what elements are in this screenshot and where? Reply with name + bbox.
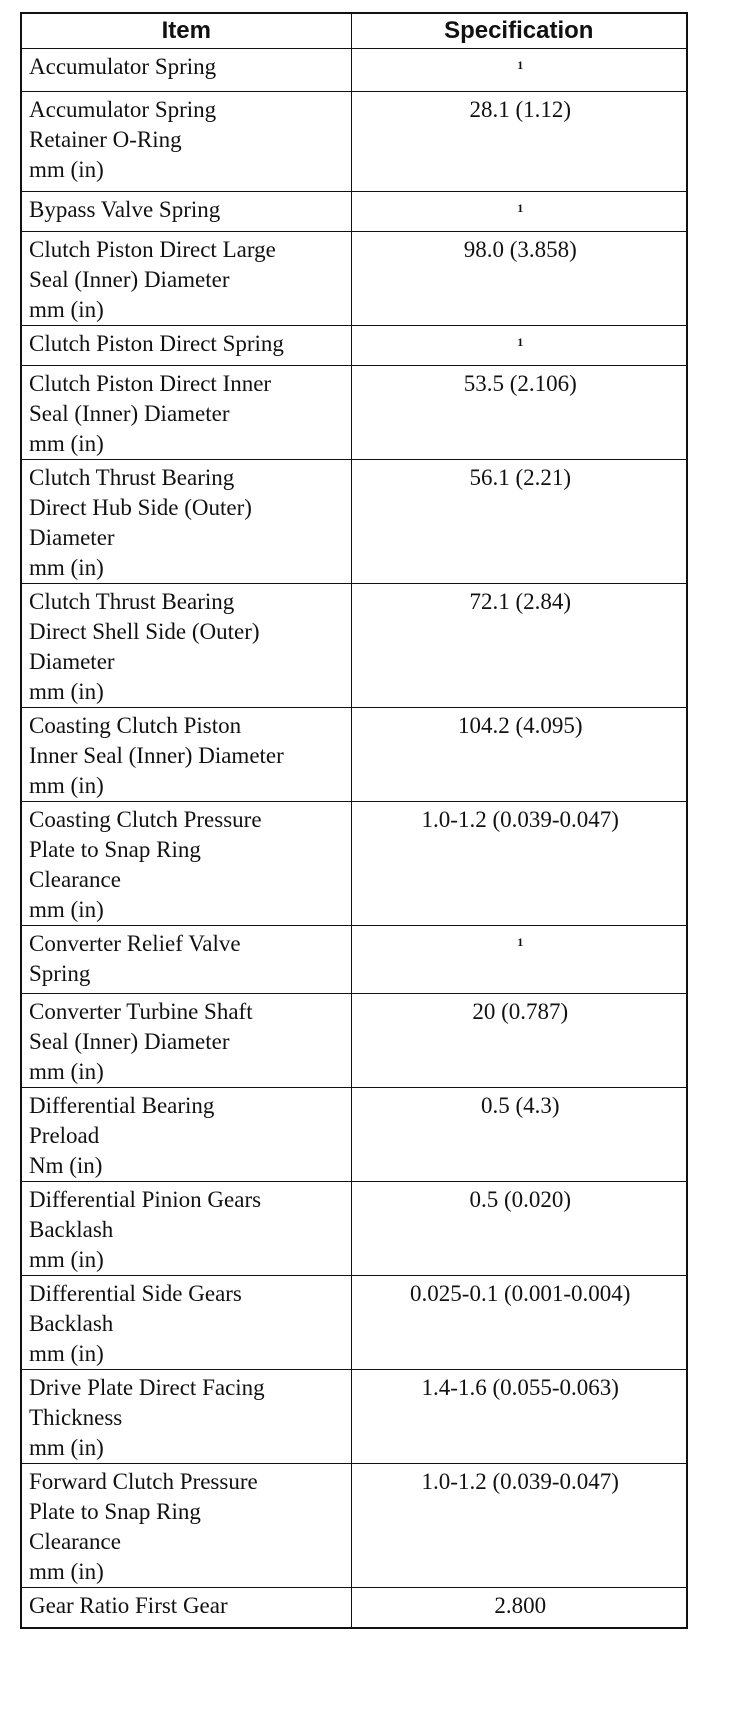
- specification-value: 2.800: [351, 1588, 687, 1628]
- specification-value: 56.1 (2.21): [351, 460, 687, 584]
- specification-value: 98.0 (3.858): [351, 232, 687, 326]
- table-row: [21, 802, 687, 926]
- specification-value: 1.4-1.6 (0.055-0.063): [351, 1370, 687, 1464]
- specification-value: 53.5 (2.106): [351, 366, 687, 460]
- table-body: [21, 49, 687, 1628]
- item-text-line: Direct Hub Side (Outer): [29, 495, 252, 520]
- table-row: [21, 326, 687, 366]
- item-text-line: Nm (in): [29, 1153, 103, 1178]
- column-header-item: Item: [21, 13, 351, 49]
- item-text-line: Seal (Inner) Diameter: [29, 267, 230, 292]
- item-text-line: mm (in): [29, 1341, 104, 1366]
- column-header-specification: Specification: [351, 13, 687, 49]
- item-text-line: mm (in): [29, 157, 104, 182]
- table-row: [21, 584, 687, 708]
- item-text-line: Gear Ratio First Gear: [29, 1593, 228, 1618]
- item-text-line: Accumulator Spring: [29, 97, 217, 122]
- item-text-line: Accumulator Spring: [29, 54, 217, 79]
- item-cell: [21, 584, 351, 708]
- item-text-line: Plate to Snap Ring: [29, 837, 201, 862]
- item-cell: [21, 1088, 351, 1182]
- specification-value: 104.2 (4.095): [351, 708, 687, 802]
- item-text-line: Coasting Clutch Pressure: [29, 807, 262, 832]
- item-text-line: Retainer O-Ring: [29, 127, 182, 152]
- item-text-line: Converter Relief Valve: [29, 931, 241, 956]
- table-row: [21, 926, 687, 994]
- item-cell: [21, 1276, 351, 1370]
- footnote-reference: 1: [351, 192, 687, 232]
- item-text-line: Converter Turbine Shaft: [29, 999, 253, 1024]
- item-cell: [21, 926, 351, 994]
- table-row: [21, 460, 687, 584]
- item-text-line: Diameter: [29, 649, 115, 674]
- specification-value: 20 (0.787): [351, 994, 687, 1088]
- footnote-reference: 1: [351, 326, 687, 366]
- item-text-line: Drive Plate Direct Facing: [29, 1375, 265, 1400]
- specification-table: [20, 12, 688, 1629]
- item-text-line: mm (in): [29, 297, 104, 322]
- table-row: [21, 366, 687, 460]
- table-row: [21, 1088, 687, 1182]
- item-text-line: Clutch Piston Direct Inner: [29, 371, 272, 396]
- item-text-line: Preload: [29, 1123, 100, 1148]
- item-text-line: Clutch Thrust Bearing: [29, 589, 235, 614]
- table-header-row: [21, 13, 687, 49]
- item-text-line: Differential Pinion Gears: [29, 1187, 262, 1212]
- item-text-line: Clearance: [29, 1529, 121, 1554]
- item-cell: [21, 802, 351, 926]
- item-text-line: Direct Shell Side (Outer): [29, 619, 260, 644]
- table-row: [21, 1182, 687, 1276]
- footnote-reference: 1: [351, 49, 687, 92]
- table-row: [21, 1276, 687, 1370]
- item-text-line: Coasting Clutch Piston: [29, 713, 242, 738]
- item-cell: [21, 49, 351, 92]
- specification-value: 1.0-1.2 (0.039-0.047): [351, 802, 687, 926]
- item-text-line: Spring: [29, 961, 91, 986]
- item-cell: [21, 708, 351, 802]
- item-text-line: Plate to Snap Ring: [29, 1499, 201, 1524]
- item-cell: [21, 994, 351, 1088]
- item-text-line: Differential Bearing: [29, 1093, 215, 1118]
- item-cell: [21, 326, 351, 366]
- specification-value: 0.5 (0.020): [351, 1182, 687, 1276]
- footnote-reference: 1: [351, 926, 687, 994]
- item-text-line: Backlash: [29, 1311, 114, 1336]
- item-cell: [21, 232, 351, 326]
- table-row: [21, 1588, 687, 1628]
- item-text-line: Seal (Inner) Diameter: [29, 401, 230, 426]
- item-cell: [21, 92, 351, 192]
- specification-value: 28.1 (1.12): [351, 92, 687, 192]
- item-cell: [21, 460, 351, 584]
- item-text-line: mm (in): [29, 773, 104, 798]
- item-text-line: Bypass Valve Spring: [29, 197, 221, 222]
- table-row: [21, 192, 687, 232]
- item-text-line: Clutch Piston Direct Spring: [29, 331, 284, 356]
- table-row: [21, 92, 687, 192]
- item-text-line: Inner Seal (Inner) Diameter: [29, 743, 284, 768]
- item-text-line: Clutch Piston Direct Large: [29, 237, 276, 262]
- item-text-line: mm (in): [29, 431, 104, 456]
- item-text-line: Clearance: [29, 867, 121, 892]
- table-row: [21, 994, 687, 1088]
- item-text-line: Forward Clutch Pressure: [29, 1469, 258, 1494]
- item-cell: [21, 192, 351, 232]
- item-text-line: Seal (Inner) Diameter: [29, 1029, 230, 1054]
- item-text-line: mm (in): [29, 897, 104, 922]
- item-cell: [21, 366, 351, 460]
- table-row: [21, 1464, 687, 1588]
- table-row: [21, 1370, 687, 1464]
- item-text-line: mm (in): [29, 1247, 104, 1272]
- specification-value: 0.5 (4.3): [351, 1088, 687, 1182]
- item-text-line: Differential Side Gears: [29, 1281, 242, 1306]
- item-text-line: mm (in): [29, 1059, 104, 1084]
- item-text-line: mm (in): [29, 1435, 104, 1460]
- table-row: [21, 49, 687, 92]
- item-cell: [21, 1370, 351, 1464]
- item-text-line: Diameter: [29, 525, 115, 550]
- item-cell: [21, 1182, 351, 1276]
- specification-value: 1.0-1.2 (0.039-0.047): [351, 1464, 687, 1588]
- item-text-line: mm (in): [29, 555, 104, 580]
- item-text-line: Clutch Thrust Bearing: [29, 465, 235, 490]
- table-row: [21, 232, 687, 326]
- item-cell: [21, 1464, 351, 1588]
- item-cell: [21, 1588, 351, 1628]
- item-text-line: mm (in): [29, 1559, 104, 1584]
- table-row: [21, 708, 687, 802]
- item-text-line: Thickness: [29, 1405, 123, 1430]
- item-text-line: Backlash: [29, 1217, 114, 1242]
- item-text-line: mm (in): [29, 679, 104, 704]
- specification-value: 72.1 (2.84): [351, 584, 687, 708]
- specification-value: 0.025-0.1 (0.001-0.004): [351, 1276, 687, 1370]
